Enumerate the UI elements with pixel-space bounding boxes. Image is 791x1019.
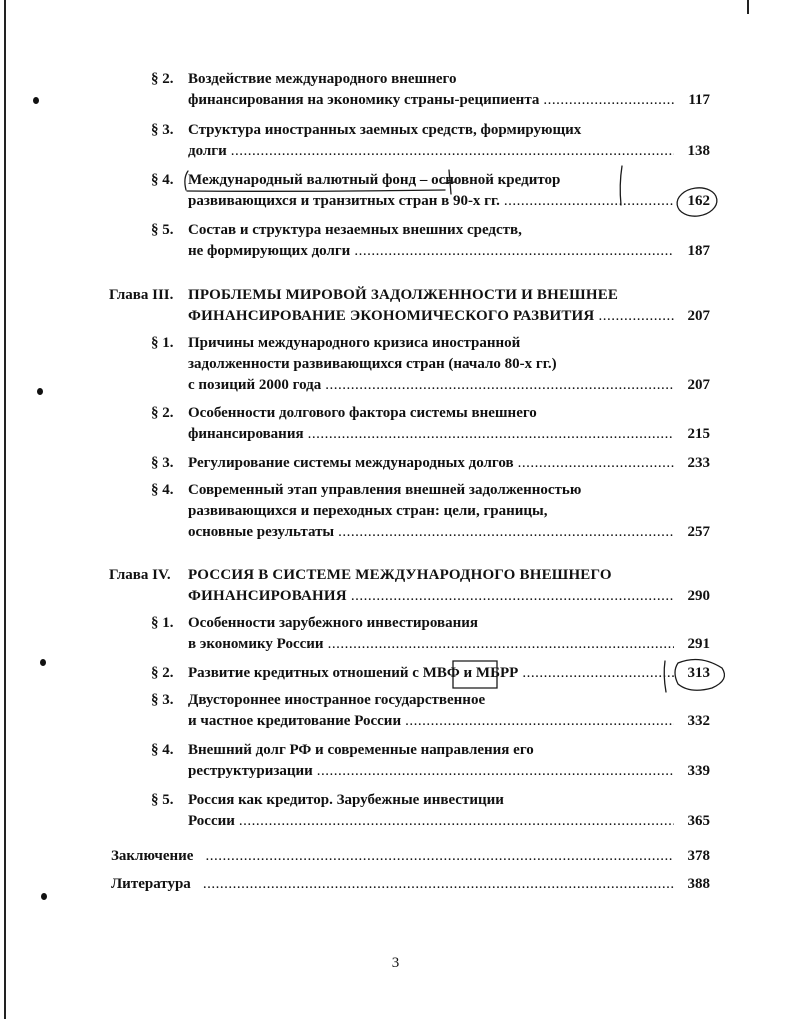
page-number: 339 [687,763,710,779]
entry-title-line: Россия как кредитор. Зарубежные инвестиции [188,792,504,808]
entry-title-line: Современный этап управления внешней задолженностью [188,482,582,498]
chapter-title-line: РОССИЯ В СИСТЕМЕ МЕЖДУНАРОДНОГО ВНЕШНЕГО [188,567,612,583]
section-number: § 3. [151,692,174,708]
page-number: 138 [687,143,710,159]
margin-dot [41,893,47,900]
toc-entry-ch3-s2[interactable] [151,403,710,445]
entry-title-line: с позиций 2000 года [188,377,322,393]
toc-entry-s5-non-borrowed[interactable] [151,220,710,262]
scan-edge-right [747,0,749,14]
entry-title-line: реструктуризации [188,763,313,779]
page-number: 215 [687,426,710,442]
dot-leader [239,811,674,832]
section-number: § 5. [151,222,174,238]
toc-entry-s2-financing[interactable] [151,69,710,111]
entry-title-line: Воздействие международного внешнего [188,71,457,87]
toc-entry-ch4-s2[interactable] [151,663,710,684]
entry-title-line: финансирования на экономику страны-реципиента [188,92,540,108]
entry-title-line: финансирования [188,426,304,442]
scan-edge-left [4,0,6,1019]
section-number: § 2. [151,665,174,681]
entry-title-line: Литература [111,876,191,892]
section-number: § 3. [151,455,174,471]
section-number: § 4. [151,172,174,188]
section-number: § 3. [151,122,174,138]
chapter-number: Глава IV. [109,567,171,583]
page-number: 291 [687,636,710,652]
dot-leader [317,761,674,782]
entry-title-line: и частное кредитование России [188,713,402,729]
toc-entry-ch3-s3[interactable] [151,453,710,474]
toc-entry-s4-imf[interactable] [151,170,710,212]
toc-chapter-3[interactable] [109,285,710,327]
dot-leader [504,191,674,212]
toc-conclusion[interactable] [111,846,710,867]
entry-title-line: Внешний долг РФ и современные направления его [188,742,534,758]
section-number: § 2. [151,71,174,87]
entry-title-line: Причины международного кризиса иностранной [188,335,521,351]
entry-title-line: России [188,813,235,829]
toc-entry-ch4-s4[interactable] [151,740,710,782]
toc-entry-ch3-s1[interactable] [151,333,710,396]
page-number: 162 [687,193,710,209]
page-number: 207 [687,308,710,324]
entry-title-line: развивающихся и переходных стран: цели, границы, [188,503,548,519]
section-number: § 5. [151,792,174,808]
section-number: § 2. [151,405,174,421]
toc-literature[interactable] [111,874,710,895]
entry-title-line: Двустороннее иностранное государственное [188,692,486,708]
footer-page-number: 3 [391,955,400,971]
dot-leader [205,846,674,867]
entry-title-line: Заключение [111,848,194,864]
entry-title-line: задолженности развивающихся стран (начало 80-х гг.) [188,356,557,372]
toc-chapter-4[interactable] [109,565,710,607]
page-number: 207 [687,377,710,393]
chapter-number: Глава III. [109,287,174,303]
chapter-title-line: ПРОБЛЕМЫ МИРОВОЙ ЗАДОЛЖЕННОСТИ И ВНЕШНЕЕ [188,287,619,303]
entry-title-line: в экономику России [188,636,324,652]
dot-leader [543,90,674,111]
chapter-title-line: ФИНАНСИРОВАНИЕ ЭКОНОМИЧЕСКОГО РАЗВИТИЯ [188,308,595,324]
entry-title-line: основные результаты [188,524,335,540]
page-number: 365 [687,813,710,829]
page-number: 313 [687,665,710,681]
page-number: 117 [688,92,710,108]
entry-title-line: Состав и структура незаемных внешних средств, [188,222,522,238]
toc-entry-s3-borrowed-funds[interactable] [151,120,710,162]
page-number: 257 [687,524,710,540]
dot-leader [325,375,674,396]
entry-title-line: долги [188,143,227,159]
page-number: 290 [687,588,710,604]
margin-dot [37,388,43,395]
entry-title-line: Особенности зарубежного инвестирования [188,615,478,631]
margin-dot [33,97,39,104]
dot-leader [308,424,674,445]
entry-title-line: Регулирование системы международных долгов [188,455,514,471]
dot-leader [351,586,674,607]
dot-leader [598,306,674,327]
dot-leader [405,711,674,732]
section-number: § 1. [151,335,174,351]
dot-leader [328,634,674,655]
entry-title-line: Международный валютный фонд – основной кредитор [188,172,561,188]
page-number: 233 [687,455,710,471]
toc-entry-ch4-s5[interactable] [151,790,710,832]
toc-entry-ch4-s3[interactable] [151,690,710,732]
page-number: 332 [687,713,710,729]
entry-title-line: Структура иностранных заемных средств, формирующих [188,122,582,138]
toc-entry-ch4-s1[interactable] [151,613,710,655]
entry-title-line: Развитие кредитных отношений с МВФ и МБРР [188,665,519,681]
dot-leader [231,141,674,162]
chapter-title-line: ФИНАНСИРОВАНИЯ [188,588,347,604]
page-number: 388 [687,876,710,892]
entry-title-line: развивающихся и транзитных стран в 90-х гг. [188,193,500,209]
entry-title-line: не формирующих долги [188,243,351,259]
section-number: § 4. [151,742,174,758]
section-number: § 1. [151,615,174,631]
dot-leader [518,453,674,474]
page-number: 187 [687,243,710,259]
margin-dot [40,659,46,666]
dot-leader [354,241,674,262]
section-number: § 4. [151,482,174,498]
entry-title-line: Особенности долгового фактора системы внешнего [188,405,537,421]
page-number: 378 [687,848,710,864]
dot-leader [203,874,674,895]
dot-leader [338,522,674,543]
dot-leader [522,663,674,684]
toc-entry-ch3-s4[interactable] [151,480,710,543]
